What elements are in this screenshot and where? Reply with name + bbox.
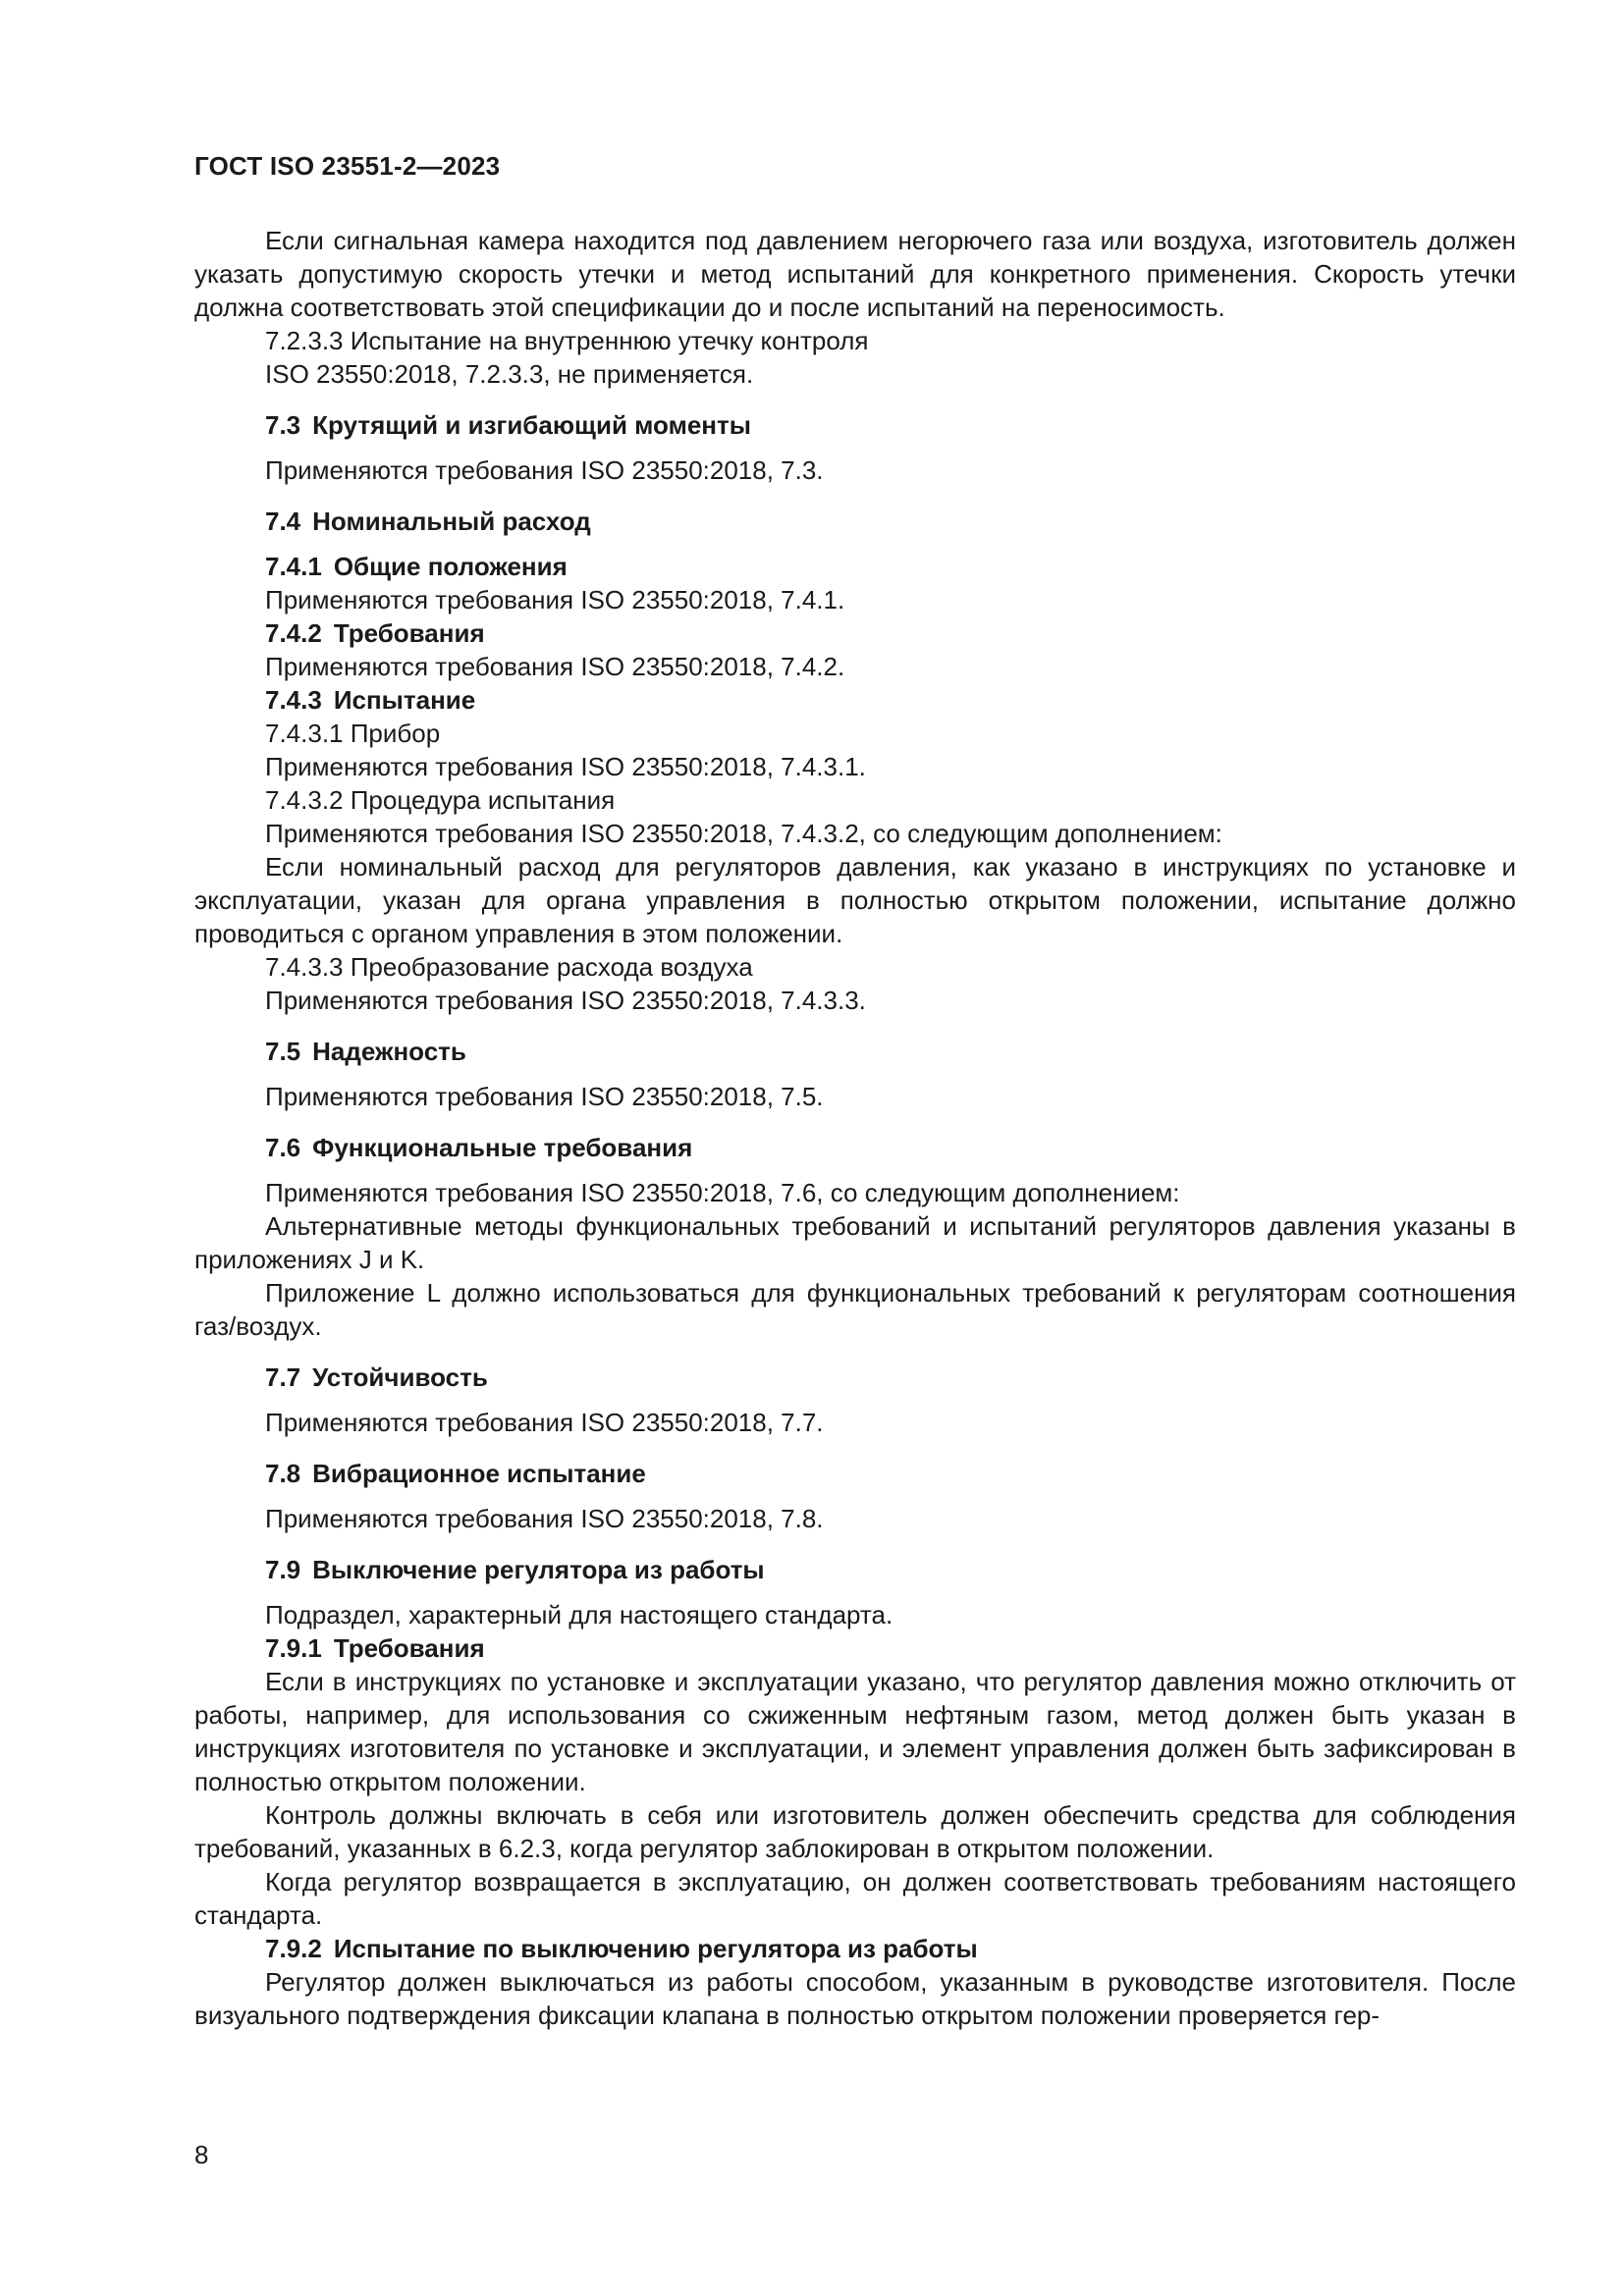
paragraph: Применяются требования ISO 23550:2018, 7.4.3.2, со следующим дополнением:	[265, 819, 1222, 848]
section-title: Вибрационное испытание	[312, 1459, 646, 1488]
section-title: Выключение регулятора из работы	[312, 1555, 765, 1584]
paragraph: Применяются требования ISO 23550:2018, 7.4.1.	[265, 585, 845, 614]
paragraph: Контроль должны включать в себя или изготовитель должен обеспечить средства для соблюдения требований, указанных в 6.2.3, когда регулятор заблокирован в открытом положении.	[194, 1800, 1516, 1863]
paragraph: Регулятор должен выключаться из работы способом, указанным в руководстве изготовителя. После визуального подтверждения фиксации клапана в полностью открытом положении проверяется гер-	[194, 1967, 1516, 2030]
section-title: Номинальный расход	[312, 507, 591, 536]
section-title: Функциональные требования	[312, 1133, 693, 1162]
paragraph: Подраздел, характерный для настоящего стандарта.	[265, 1600, 893, 1629]
paragraph: Применяются требования ISO 23550:2018, 7.7.	[265, 1408, 824, 1437]
section-number: 7.8	[265, 1459, 301, 1488]
section-number: 7.5	[265, 1037, 301, 1066]
paragraph: Применяются требования ISO 23550:2018, 7.4.2.	[265, 652, 845, 681]
section-number: 7.4.1	[265, 552, 322, 581]
document-header: ГОСТ ISO 23551-2—2023	[194, 151, 501, 181]
section-heading-7-3	[194, 408, 1516, 442]
section-title: Требования	[333, 618, 485, 648]
section-number: 7.3	[265, 410, 301, 440]
paragraph: Если номинальный расход для регуляторов давления, как указано в инструкциях по установке и эксплуатации, указан для органа управления в полностью открытом положении, испытание должно проводиться с органом управления в этом положении.	[194, 852, 1516, 948]
subsection-title: 7.2.3.3 Испытание на внутреннюю утечку контроля	[265, 326, 869, 355]
section-heading-7-8	[194, 1457, 1516, 1490]
section-heading-7-9-2	[194, 1932, 1516, 1965]
section-number: 7.4	[265, 507, 301, 536]
section-number: 7.9.2	[265, 1934, 322, 1963]
section-title: Устойчивость	[312, 1362, 488, 1392]
document-body	[194, 224, 1516, 2032]
paragraph: Если сигнальная камера находится под давлением негорючего газа или воздуха, изготовитель должен указать допустимую скорость утечки и метод испытаний для конкретного применения. Скорость утечки должна соответствовать этой спецификации до и после испытаний на переносимость.	[194, 226, 1516, 322]
section-heading-7-4	[194, 505, 1516, 538]
subsection-title: 7.4.3.1 Прибор	[265, 719, 441, 748]
paragraph: Применяются требования ISO 23550:2018, 7.4.3.3.	[265, 986, 866, 1015]
section-number: 7.4.2	[265, 618, 322, 648]
section-heading-7-4-3	[194, 683, 1516, 717]
paragraph: Применяются требования ISO 23550:2018, 7.8.	[265, 1504, 824, 1533]
section-title: Крутящий и изгибающий моменты	[312, 410, 751, 440]
paragraph: Применяются требования ISO 23550:2018, 7.6, со следующим дополнением:	[265, 1178, 1180, 1207]
paragraph: ISO 23550:2018, 7.2.3.3, не применяется.	[265, 359, 754, 389]
subsection-title: 7.4.3.2 Процедура испытания	[265, 785, 616, 815]
section-heading-7-5	[194, 1035, 1516, 1068]
section-title: Требования	[333, 1633, 485, 1663]
section-heading-7-4-2	[194, 616, 1516, 650]
page-number: 8	[194, 2140, 209, 2169]
paragraph: Если в инструкциях по установке и эксплуатации указано, что регулятор давления можно отключить от работы, например, для использования со сжиженным нефтяным газом, метод должен быть указан в инструкциях изготовителя по установке и эксплуатации, и элемент управления должен быть зафиксирован в полностью открытом положении.	[194, 1667, 1516, 1796]
subsection-title: 7.4.3.3 Преобразование расхода воздуха	[265, 952, 753, 982]
section-title: Испытание	[333, 685, 476, 715]
section-heading-7-6	[194, 1131, 1516, 1164]
section-number: 7.9.1	[265, 1633, 322, 1663]
paragraph: Применяются требования ISO 23550:2018, 7.5.	[265, 1082, 824, 1111]
paragraph: Когда регулятор возвращается в эксплуатацию, он должен соответствовать требованиям настоящего стандарта.	[194, 1867, 1516, 1930]
section-heading-7-9-1	[194, 1631, 1516, 1665]
section-title: Надежность	[312, 1037, 466, 1066]
section-number: 7.4.3	[265, 685, 322, 715]
paragraph: Альтернативные методы функциональных требований и испытаний регуляторов давления указаны в приложениях J и K.	[194, 1211, 1516, 1274]
section-title: Общие положения	[333, 552, 568, 581]
section-number: 7.9	[265, 1555, 301, 1584]
paragraph: Применяются требования ISO 23550:2018, 7.4.3.1.	[265, 752, 866, 781]
paragraph: Применяются требования ISO 23550:2018, 7.3.	[265, 455, 824, 485]
section-heading-7-9	[194, 1553, 1516, 1586]
paragraph: Приложение L должно использоваться для функциональных требований к регуляторам соотношения газ/воздух.	[194, 1278, 1516, 1341]
section-title: Испытание по выключению регулятора из работы	[333, 1934, 978, 1963]
section-number: 7.6	[265, 1133, 301, 1162]
section-heading-7-4-1	[194, 550, 1516, 583]
section-heading-7-7	[194, 1361, 1516, 1394]
section-number: 7.7	[265, 1362, 301, 1392]
